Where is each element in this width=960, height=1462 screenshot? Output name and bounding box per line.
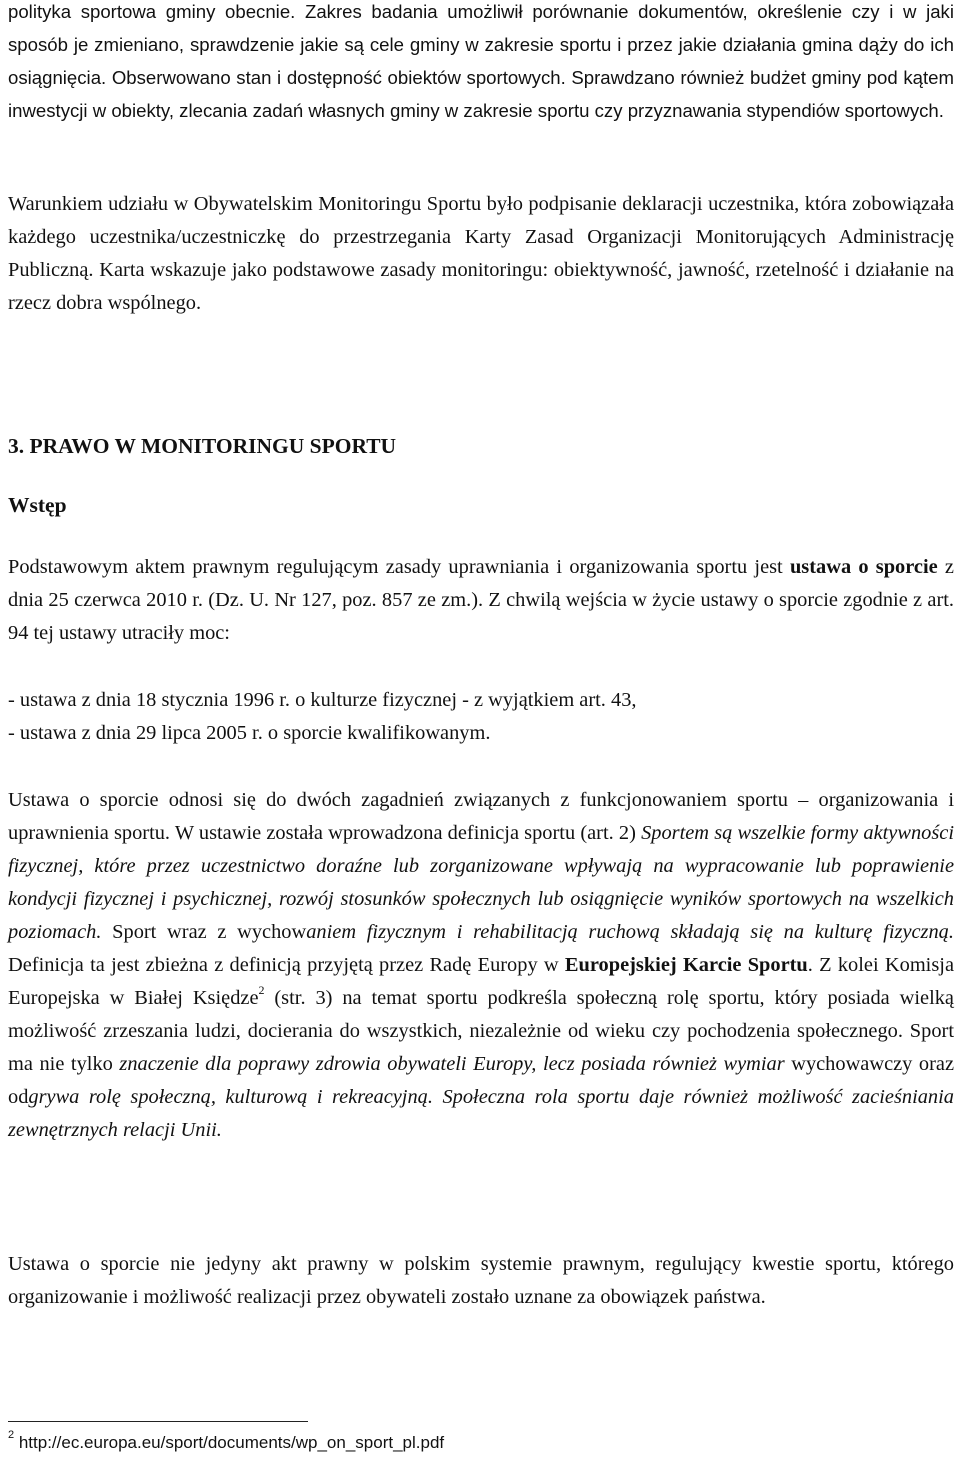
paragraph-text: . Z kolei Komisja Europejska w Białej Księdze <box>8 954 954 1009</box>
italic-quote: grywa rolę społeczną, kulturową i rekreacyjną. Społeczna rola sportu daje również możliwość zacieśniania zewnętrznych relacji Unii. <box>8 1086 954 1141</box>
paragraph-text: Podstawowym aktem prawnym regulującym zasady uprawniania i organizowania sportu jest <box>8 556 790 578</box>
paragraph-sport-definition <box>8 784 954 1147</box>
footnote-link[interactable]: http://ec.europa.eu/sport/documents/wp_on_sport_pl.pdf <box>14 1433 445 1452</box>
italic-quote: Sportem są wszelkie formy aktywności fizycznej, które przez uczestnictwo doraźne lub zorganizowane wpływają na wypracowanie lub poprawienie kondycji fizycznej i psychicznej, rozwój stosunków społecznych lub osiągnięcie wyników sportowych na wszelkich poziomach. <box>8 822 954 943</box>
footnote-divider <box>8 1421 308 1422</box>
bold-term: Europejskiej Karcie Sportu <box>564 954 808 976</box>
paragraph-text: Warunkiem udziału w Obywatelskim Monitoringu Sportu było podpisanie deklaracji uczestnika, która zobowiązała każdego uczestnika/uczestniczkę do przestrzegania Karty Zasad Organizacji Monitorujących Administrację Publiczną. Karta wskazuje jako podstawowe zasady monitoringu: obiektywność, jawność, rzetelność i działanie na rzecz dobra wspólnego. <box>8 193 954 314</box>
paragraph-text: Ustawa o sporcie nie jedyny akt prawny w polskim systemie prawnym, regulujący kwestie sportu, którego organizowanie i możliwość realizacji przez obywateli zostało uznane za obowiązek państwa. <box>8 1253 954 1308</box>
paragraph-participation <box>8 188 954 320</box>
section-heading: 3. PRAWO W MONITORINGU SPORTU <box>8 434 397 458</box>
paragraph-text: Definicja ta jest zbieżna z definicją przyjętą przez Radę Europy w <box>8 954 565 976</box>
paragraph-other-acts <box>8 1248 954 1314</box>
repealed-acts-list <box>8 684 954 750</box>
paragraph-study-scope <box>8 0 954 127</box>
italic-quote: aniem fizycznym i rehabilitacją ruchową składają się na kulturę fizyczną. <box>306 921 954 943</box>
footnote-ref[interactable]: 2 <box>258 983 265 998</box>
paragraph-text: wychowawczy oraz od <box>8 1053 955 1108</box>
paragraph-text: Sport wraz z wychow <box>101 921 307 943</box>
paragraph-text: Ustawa o sporcie odnosi się do dwóch zagadnień związanych z funkcjonowaniem sportu – organizowania i uprawnienia sportu. W ustawie została wprowadzona definicja sportu (art. 2) <box>8 789 954 844</box>
paragraph-text: (str. 3) na temat sportu podkreśla społeczną rolę sportu, który posiada wielką możliwość zrzeszania ludzi, docierania do wszystkich, niezależnie od wieku czy pochodzenia społecznego. Sport ma nie tylko <box>8 987 954 1075</box>
paragraph-text: z dnia 25 czerwca 2010 r. (Dz. U. Nr 127, poz. 857 ze zm.). Z chwilą wejścia w życie ustawy o sporcie zgodnie z art. 94 tej ustawy utraciły moc: <box>8 556 954 644</box>
footnote <box>8 1429 445 1454</box>
paragraph-text: polityka sportowa gminy obecnie. Zakres badania umożliwił porównanie dokumentów, określenie czy i w jaki sposób je zmieniano, sprawdzenie jakie są cele gminy w zakresie sportu i przez jakie działania gmina dąży do ich osiągnięcia. Obserwowano stan i dostępność obiektów sportowych. Sprawdzano również budżet gminy pod kątem inwestycji w obiekty, zlecania zadań własnych gminy w zakresie sportu czy przyznawania stypendiów sportowych. <box>8 1 954 121</box>
bold-term: ustawa o sporcie <box>789 556 938 578</box>
footnote-number: 2 <box>8 1429 15 1442</box>
list-item: - ustawa z dnia 18 stycznia 1996 r. o kulturze fizycznej - z wyjątkiem art. 43, <box>8 689 637 711</box>
list-item: - ustawa z dnia 29 lipca 2005 r. o sporcie kwalifikowanym. <box>8 722 491 744</box>
paragraph-basic-act <box>8 551 954 650</box>
sub-heading: Wstęp <box>8 493 67 517</box>
italic-quote: znaczenie dla poprawy zdrowia obywateli Europy, lecz posiada również wymiar <box>119 1053 785 1075</box>
